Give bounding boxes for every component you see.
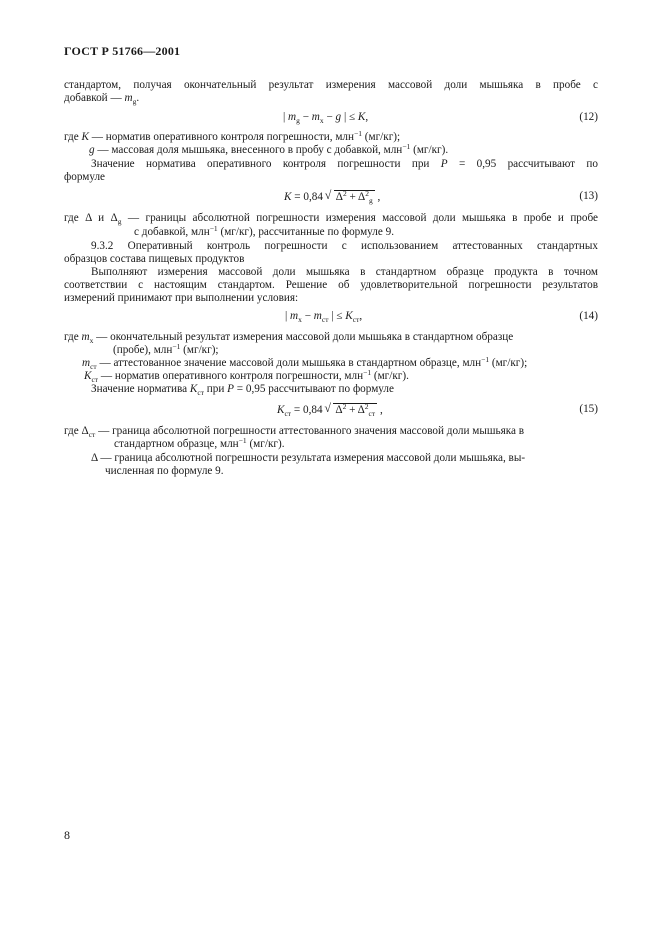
text: (мг/кг); <box>180 344 219 356</box>
variable: m <box>82 357 91 369</box>
paragraph-line <box>64 79 598 93</box>
text: Значение норматива оперативного контроля погрешности при <box>91 158 441 170</box>
definition-line <box>64 131 400 145</box>
definition-line <box>82 357 527 371</box>
paragraph-line <box>64 92 139 106</box>
text: стандартом, получая окончательный результат измерения массовой доли мышьяка в пробе с <box>64 79 598 91</box>
superscript: −1 <box>353 129 362 138</box>
variable: K <box>84 370 92 382</box>
text: 9.3.2 Оперативный контроль погрешности с использованием аттестованных стандартных <box>91 240 598 252</box>
subscript: g <box>132 97 137 106</box>
subscript: ст <box>88 430 96 439</box>
formula-12: | $m_g - m_x - g$ | ≤ K, <box>283 111 369 125</box>
variable: P <box>227 383 234 395</box>
definition-line <box>84 370 409 384</box>
text: где <box>64 131 82 143</box>
text: где Δ и Δ <box>64 212 118 224</box>
text: с добавкой, млн <box>134 226 210 238</box>
paragraph-line <box>91 266 598 280</box>
subscript: ст <box>91 375 99 384</box>
text: (мг/кг). <box>410 144 449 156</box>
text: соответствии с настоящим стандартом. Решение об удовлетворительной погрешности результатов <box>64 279 598 291</box>
definition-line <box>114 438 285 452</box>
variable: K <box>81 131 89 143</box>
definition-line <box>64 425 524 439</box>
text: Значение норматива <box>91 383 190 395</box>
subscript: ст <box>90 362 97 371</box>
equation-number: (15) <box>579 403 598 415</box>
paragraph-line: измерений принимают при выполнении условия: <box>64 292 299 304</box>
paragraph-line <box>91 383 394 397</box>
superscript: −1 <box>209 224 218 233</box>
text: (мг/кг). <box>371 370 409 382</box>
subscript: x <box>89 336 94 345</box>
text: = 0,95 рассчитывают по <box>447 158 598 170</box>
text: = 0,95 рассчитывают по формуле <box>234 383 394 395</box>
definition-line: численная по формуле 9. <box>105 465 224 477</box>
formula-14: | $m_x - m_{ст}$ | ≤ $K_{ст}$, <box>285 310 363 324</box>
equation-number: (14) <box>579 310 598 322</box>
equation-number: (12) <box>579 111 598 123</box>
subscript: g <box>117 217 122 226</box>
definition-line <box>134 226 394 240</box>
text: где <box>64 331 82 343</box>
section-heading-line: образцов состава пищевых продуктов <box>64 253 245 265</box>
text: (пробе), млн <box>113 344 173 356</box>
text: (мг/кг). <box>246 438 285 450</box>
variable: K <box>189 383 198 395</box>
definition-line <box>64 212 598 226</box>
subscript: ст <box>197 388 204 397</box>
text: — окончательный результат измерения массовой доли мышьяка в стандартном образце <box>93 331 514 343</box>
definition-line: Δ — граница абсолютной погрешности результата измерения массовой доли мышьяка, вы- <box>91 452 526 464</box>
text: при <box>203 383 228 395</box>
text: — аттестованное значение массовой доли мышьяка в стандартном образце, млн <box>96 357 482 369</box>
text: Выполняют измерения массовой доли мышьяка в стандартном образце продукта в точном <box>91 266 598 278</box>
paragraph-line <box>64 279 598 293</box>
text: (мг/кг), рассчитанные по формуле 9. <box>217 226 394 238</box>
variable: m <box>124 92 133 104</box>
text: где Δ <box>64 425 89 437</box>
superscript: −1 <box>481 355 490 364</box>
superscript: −1 <box>402 142 411 151</box>
text: — границы абсолютной погрешности измерения массовой доли мышьяка в пробе и пробе <box>121 212 598 224</box>
superscript: −1 <box>238 436 247 445</box>
paragraph-line <box>91 158 598 172</box>
definition-line <box>113 344 219 358</box>
text: стандартном образце, млн <box>114 438 239 450</box>
page-number: 8 <box>64 828 70 842</box>
text: . <box>136 92 140 104</box>
variable: g <box>89 144 95 156</box>
variable: m <box>81 331 90 343</box>
equation-number: (13) <box>579 190 598 202</box>
text: — норматив оперативного контроля погрешности, млн <box>88 131 354 143</box>
text: — граница абсолютной погрешности аттестованного значения массовой доли мышьяка в <box>95 425 525 437</box>
section-heading-line <box>91 240 598 254</box>
text: — норматив оперативного контроля погрешности, млн <box>98 370 364 382</box>
definition-line <box>89 144 448 158</box>
text: (мг/кг); <box>489 357 528 369</box>
text: добавкой — <box>64 92 125 104</box>
superscript: −1 <box>172 342 181 351</box>
text: (мг/кг); <box>361 131 401 143</box>
formula-15: $K_{ст} = 0,84$ √ $\Delta^2 + \Delta^2_{ст}$ , <box>277 403 383 416</box>
definition-line <box>64 331 513 345</box>
document-header: ГОСТ Р 51766—2001 <box>64 44 181 58</box>
text: — массовая доля мышьяка, внесенного в пробу с добавкой, млн <box>94 144 403 156</box>
paragraph-line: формуле <box>64 171 105 183</box>
superscript: −1 <box>363 368 372 377</box>
variable: P <box>440 158 448 170</box>
formula-13: K = 0,84 √ $\Delta^2 + \Delta^2_g$ , <box>284 190 380 203</box>
